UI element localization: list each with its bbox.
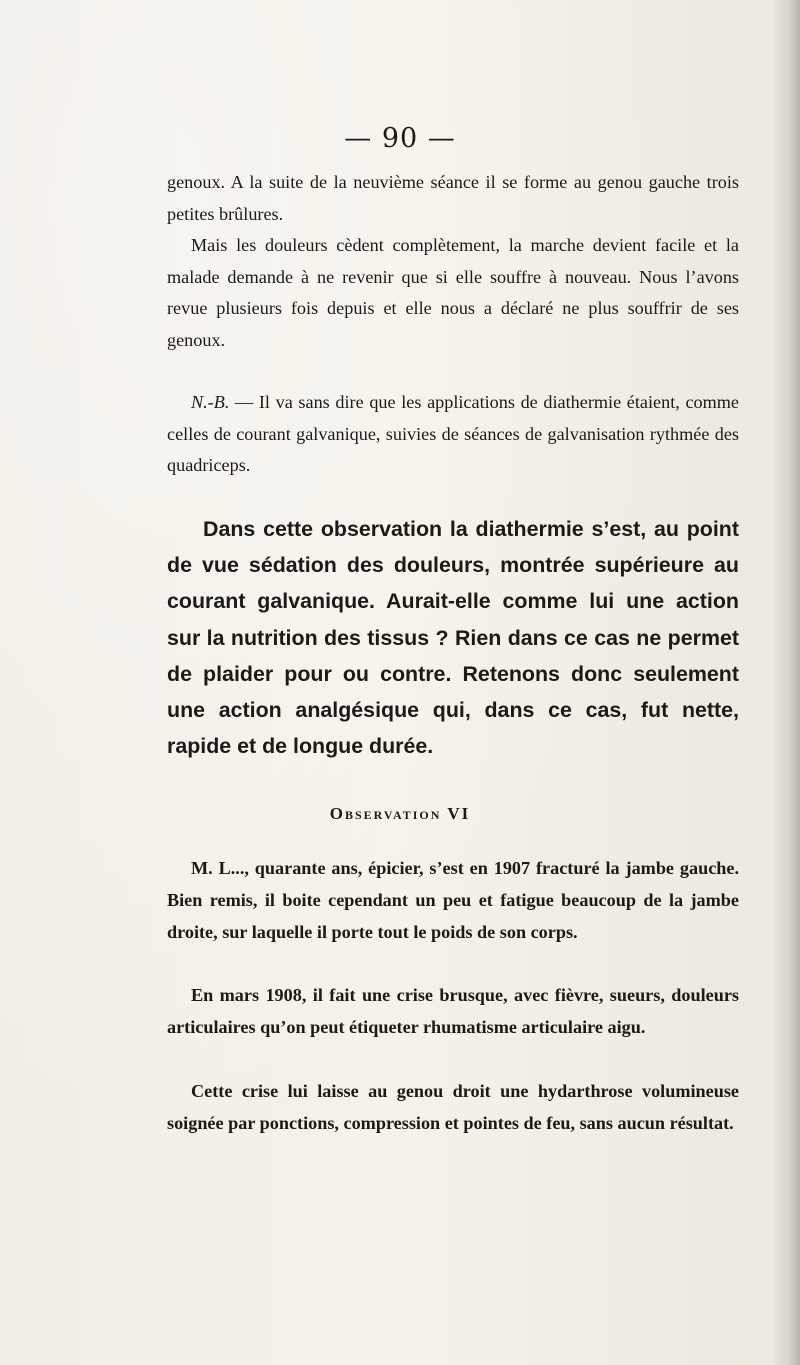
summary-paragraph: Dans cette observation la diathermie s’est, au point de vue sédation des douleurs, montrée supérieure au courant galvanique. Aurait-elle comme lui une action sur la nutrition des tissus ? Rien dans ce cas ne permet de plaider pour ou contre. Retenons donc seulement une action analgésique qui, dans ce cas, fut nette, rapide et de longue durée. [167,517,739,759]
observation-paragraph-3: Cette crise lui laisse au genou droit une hydarthrose volumineuse soignée par ponctions, compression et pointes de feu, sans aucun résultat. [167,1081,739,1133]
paragraph-continuation: genoux. A la suite de la neuvième séance il se forme au genou gauche trois petites brûlures. [167,172,739,224]
paragraph-nota-bene [167,387,739,482]
page-number: — 90 — [344,123,456,154]
nota-bene-label: N.-B. [191,392,230,412]
observation-heading: Observation VI [329,804,471,823]
page-edge-shadow [772,0,800,1365]
paragraph-douleurs: Mais les douleurs cèdent complètement, la marche devient facile et la malade demande à ne revenir que si elle souffre à nouveau. Nous l’avons revue plusieurs fois depuis et elle nous a déclaré ne plus souffrir de ses genoux. [167,235,739,350]
nota-bene-text: — Il va sans dire que les applications de diathermie étaient, comme celles de courant galvanique, suivies de séances de galvanisation rythmée des quadriceps. [167,392,739,475]
observation-paragraph-1: M. L..., quarante ans, épicier, s’est en 1907 fracturé la jambe gauche. Bien remis, il boite cependant un peu et fatigue beaucoup de la jambe droite, sur laquelle il porte tout le poids de son corps. [167,858,739,942]
observation-paragraph-2: En mars 1908, il fait une crise brusque, avec fièvre, sueurs, douleurs articulaires qu’on peut étiqueter rhumatisme articulaire aigu. [167,985,739,1037]
